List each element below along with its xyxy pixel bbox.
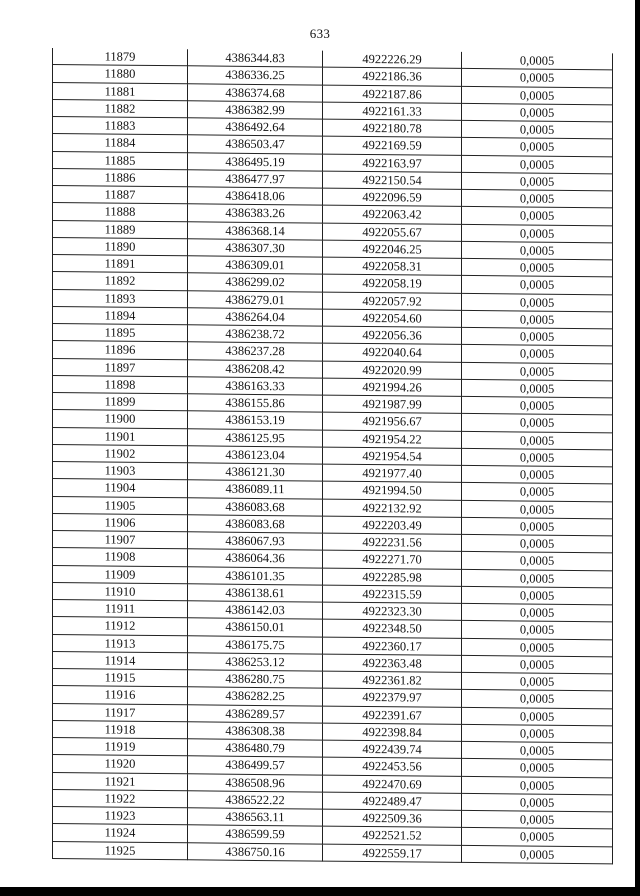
point-number-cell: 11892 — [53, 272, 188, 291]
y-coordinate-cell: 4922163.97 — [323, 154, 462, 173]
accuracy-cell: 0,0005 — [462, 379, 613, 398]
x-coordinate-cell: 4386750.16 — [188, 842, 323, 861]
accuracy-cell: 0,0005 — [462, 103, 613, 122]
point-number-cell: 11906 — [53, 513, 188, 532]
point-number-cell: 11901 — [53, 427, 188, 446]
accuracy-cell: 0,0005 — [462, 741, 613, 760]
accuracy-cell: 0,0005 — [462, 241, 613, 260]
x-coordinate-cell: 4386336.25 — [188, 66, 323, 85]
y-coordinate-cell: 4922046.25 — [323, 240, 462, 259]
y-coordinate-cell: 4922169.59 — [323, 136, 462, 155]
accuracy-cell: 0,0005 — [462, 793, 613, 812]
x-coordinate-cell: 4386418.06 — [188, 187, 323, 206]
point-number-cell: 11889 — [53, 220, 188, 239]
point-number-cell: 11896 — [53, 341, 188, 360]
x-coordinate-cell: 4386282.25 — [188, 687, 323, 706]
x-coordinate-cell: 4386123.04 — [188, 446, 323, 465]
point-number-cell: 11923 — [53, 807, 188, 826]
y-coordinate-cell: 4922315.59 — [323, 585, 462, 604]
accuracy-cell: 0,0005 — [462, 155, 613, 174]
x-coordinate-cell: 4386121.30 — [188, 463, 323, 482]
accuracy-cell: 0,0005 — [462, 345, 613, 364]
y-coordinate-cell: 4922348.50 — [323, 619, 462, 638]
x-coordinate-cell: 4386279.01 — [188, 290, 323, 309]
x-coordinate-cell: 4386125.95 — [188, 428, 323, 447]
x-coordinate-cell: 4386374.68 — [188, 83, 323, 102]
x-coordinate-cell: 4386492.64 — [188, 118, 323, 137]
point-number-cell: 11910 — [53, 582, 188, 601]
point-number-cell: 11879 — [53, 48, 188, 66]
point-number-cell: 11919 — [53, 738, 188, 757]
point-number-cell: 11888 — [53, 203, 188, 222]
point-number-cell: 11900 — [53, 410, 188, 429]
y-coordinate-cell: 4921956.67 — [323, 412, 462, 431]
accuracy-cell: 0,0005 — [462, 638, 613, 657]
x-coordinate-cell: 4386477.97 — [188, 170, 323, 189]
y-coordinate-cell: 4922180.78 — [323, 119, 462, 138]
accuracy-cell: 0,0005 — [462, 258, 613, 277]
x-coordinate-cell: 4386299.02 — [188, 273, 323, 292]
x-coordinate-cell: 4386083.68 — [188, 497, 323, 516]
y-coordinate-cell: 4922054.60 — [323, 309, 462, 328]
point-number-cell: 11907 — [53, 531, 188, 550]
accuracy-cell: 0,0005 — [462, 517, 613, 536]
x-coordinate-cell: 4386503.47 — [188, 135, 323, 154]
accuracy-cell: 0,0005 — [462, 86, 613, 105]
point-number-cell: 11897 — [53, 358, 188, 377]
accuracy-cell: 0,0005 — [462, 293, 613, 312]
y-coordinate-cell: 4922559.17 — [323, 844, 462, 863]
accuracy-cell: 0,0005 — [462, 52, 613, 70]
x-coordinate-cell: 4386308.38 — [188, 722, 323, 741]
y-coordinate-cell: 4922363.48 — [323, 654, 462, 673]
accuracy-cell: 0,0005 — [462, 327, 613, 346]
y-coordinate-cell: 4922055.67 — [323, 223, 462, 242]
x-coordinate-cell: 4386599.59 — [188, 825, 323, 844]
x-coordinate-cell: 4386563.11 — [188, 808, 323, 827]
y-coordinate-cell: 4922203.49 — [323, 516, 462, 535]
point-number-cell: 11925 — [53, 841, 188, 860]
y-coordinate-cell: 4922058.19 — [323, 274, 462, 293]
accuracy-cell: 0,0005 — [462, 603, 613, 622]
y-coordinate-cell: 4922323.30 — [323, 602, 462, 621]
y-coordinate-cell: 4922057.92 — [323, 292, 462, 311]
y-coordinate-cell: 4922096.59 — [323, 188, 462, 207]
x-coordinate-cell: 4386522.22 — [188, 791, 323, 810]
y-coordinate-cell: 4922509.36 — [323, 809, 462, 828]
x-coordinate-cell: 4386309.01 — [188, 256, 323, 275]
point-number-cell: 11916 — [53, 686, 188, 705]
accuracy-cell: 0,0005 — [462, 724, 613, 743]
accuracy-cell: 0,0005 — [462, 690, 613, 709]
x-coordinate-cell: 4386142.03 — [188, 601, 323, 620]
coordinates-table — [52, 48, 613, 864]
y-coordinate-cell: 4922391.67 — [323, 706, 462, 725]
y-coordinate-cell: 4922132.92 — [323, 499, 462, 518]
y-coordinate-cell: 4922360.17 — [323, 637, 462, 656]
y-coordinate-cell: 4921954.54 — [323, 447, 462, 466]
x-coordinate-cell: 4386153.19 — [188, 411, 323, 430]
y-coordinate-cell: 4922379.97 — [323, 688, 462, 707]
accuracy-cell: 0,0005 — [462, 828, 613, 847]
y-coordinate-cell: 4922521.52 — [323, 826, 462, 845]
accuracy-cell: 0,0005 — [462, 655, 613, 674]
accuracy-cell: 0,0005 — [462, 120, 613, 139]
y-coordinate-cell: 4922439.74 — [323, 740, 462, 759]
x-coordinate-cell: 4386264.04 — [188, 308, 323, 327]
accuracy-cell: 0,0005 — [462, 500, 613, 519]
accuracy-cell: 0,0005 — [462, 189, 613, 208]
y-coordinate-cell: 4921977.40 — [323, 464, 462, 483]
x-coordinate-cell: 4386101.35 — [188, 566, 323, 585]
y-coordinate-cell: 4921987.99 — [323, 395, 462, 414]
point-number-cell: 11887 — [53, 186, 188, 205]
point-number-cell: 11909 — [53, 565, 188, 584]
x-coordinate-cell: 4386307.30 — [188, 239, 323, 258]
x-coordinate-cell: 4386238.72 — [188, 325, 323, 344]
accuracy-cell: 0,0005 — [462, 172, 613, 191]
accuracy-cell: 0,0005 — [462, 621, 613, 640]
point-number-cell: 11914 — [53, 651, 188, 670]
y-coordinate-cell: 4922187.86 — [323, 85, 462, 104]
x-coordinate-cell: 4386089.11 — [188, 480, 323, 499]
point-number-cell: 11890 — [53, 237, 188, 256]
accuracy-cell: 0,0005 — [462, 414, 613, 433]
accuracy-cell: 0,0005 — [462, 759, 613, 778]
y-coordinate-cell: 4922056.36 — [323, 326, 462, 345]
x-coordinate-cell: 4386499.57 — [188, 756, 323, 775]
y-coordinate-cell: 4922453.56 — [323, 757, 462, 776]
point-number-cell: 11903 — [53, 462, 188, 481]
scan-edge-right — [635, 0, 640, 896]
y-coordinate-cell: 4922058.31 — [323, 257, 462, 276]
accuracy-cell: 0,0005 — [462, 396, 613, 415]
x-coordinate-cell: 4386208.42 — [188, 359, 323, 378]
point-number-cell: 11904 — [53, 479, 188, 498]
point-number-cell: 11899 — [53, 393, 188, 412]
point-number-cell: 11881 — [53, 82, 188, 101]
point-number-cell: 11882 — [53, 99, 188, 118]
point-number-cell: 11924 — [53, 824, 188, 843]
accuracy-cell: 0,0005 — [462, 138, 613, 157]
x-coordinate-cell: 4386382.99 — [188, 101, 323, 120]
point-number-cell: 11921 — [53, 772, 188, 791]
point-number-cell: 11893 — [53, 289, 188, 308]
x-coordinate-cell: 4386289.57 — [188, 704, 323, 723]
x-coordinate-cell: 4386508.96 — [188, 773, 323, 792]
x-coordinate-cell: 4386368.14 — [188, 221, 323, 240]
y-coordinate-cell: 4922470.69 — [323, 775, 462, 794]
y-coordinate-cell: 4921954.22 — [323, 430, 462, 449]
point-number-cell: 11911 — [53, 600, 188, 619]
x-coordinate-cell: 4386253.12 — [188, 653, 323, 672]
accuracy-cell: 0,0005 — [462, 362, 613, 381]
point-number-cell: 11898 — [53, 375, 188, 394]
accuracy-cell: 0,0005 — [462, 845, 613, 864]
point-number-cell: 11920 — [53, 755, 188, 774]
coordinates-table-body — [53, 48, 613, 864]
point-number-cell: 11918 — [53, 720, 188, 739]
x-coordinate-cell: 4386237.28 — [188, 342, 323, 361]
y-coordinate-cell: 4922231.56 — [323, 533, 462, 552]
point-number-cell: 11886 — [53, 168, 188, 187]
x-coordinate-cell: 4386083.68 — [188, 515, 323, 534]
accuracy-cell: 0,0005 — [462, 672, 613, 691]
y-coordinate-cell: 4922040.64 — [323, 343, 462, 362]
y-coordinate-cell: 4922186.36 — [323, 67, 462, 86]
x-coordinate-cell: 4386175.75 — [188, 635, 323, 654]
y-coordinate-cell: 4922063.42 — [323, 205, 462, 224]
x-coordinate-cell: 4386163.33 — [188, 377, 323, 396]
y-coordinate-cell: 4922361.82 — [323, 671, 462, 690]
accuracy-cell: 0,0005 — [462, 776, 613, 795]
point-number-cell: 11922 — [53, 789, 188, 808]
x-coordinate-cell: 4386067.93 — [188, 532, 323, 551]
point-number-cell: 11902 — [53, 444, 188, 463]
point-number-cell: 11883 — [53, 117, 188, 136]
accuracy-cell: 0,0005 — [462, 810, 613, 829]
accuracy-cell: 0,0005 — [462, 207, 613, 226]
x-coordinate-cell: 4386064.36 — [188, 549, 323, 568]
point-number-cell: 11912 — [53, 617, 188, 636]
accuracy-cell: 0,0005 — [462, 707, 613, 726]
accuracy-cell: 0,0005 — [462, 310, 613, 329]
x-coordinate-cell: 4386495.19 — [188, 152, 323, 171]
y-coordinate-cell: 4922285.98 — [323, 568, 462, 587]
accuracy-cell: 0,0005 — [462, 448, 613, 467]
accuracy-cell: 0,0005 — [462, 534, 613, 553]
point-number-cell: 11894 — [53, 306, 188, 325]
point-number-cell: 11917 — [53, 703, 188, 722]
page-number: 633 — [309, 26, 331, 41]
y-coordinate-cell: 4922020.99 — [323, 361, 462, 380]
accuracy-cell: 0,0005 — [462, 431, 613, 450]
accuracy-cell: 0,0005 — [462, 224, 613, 243]
y-coordinate-cell: 4922489.47 — [323, 792, 462, 811]
point-number-cell: 11895 — [53, 324, 188, 343]
y-coordinate-cell: 4922226.29 — [323, 51, 462, 69]
accuracy-cell: 0,0005 — [462, 276, 613, 295]
x-coordinate-cell: 4386344.83 — [188, 49, 323, 67]
point-number-cell: 11885 — [53, 151, 188, 170]
point-number-cell: 11880 — [53, 65, 188, 84]
accuracy-cell: 0,0005 — [462, 465, 613, 484]
y-coordinate-cell: 4921994.50 — [323, 481, 462, 500]
y-coordinate-cell: 4922161.33 — [323, 102, 462, 121]
y-coordinate-cell: 4922398.84 — [323, 723, 462, 742]
x-coordinate-cell: 4386383.26 — [188, 204, 323, 223]
coordinates-table-wrapper — [52, 48, 608, 865]
accuracy-cell: 0,0005 — [462, 586, 613, 605]
accuracy-cell: 0,0005 — [462, 552, 613, 571]
point-number-cell: 11884 — [53, 134, 188, 153]
accuracy-cell: 0,0005 — [462, 569, 613, 588]
scan-edge-bottom — [0, 887, 640, 896]
x-coordinate-cell: 4386150.01 — [188, 618, 323, 637]
x-coordinate-cell: 4386280.75 — [188, 670, 323, 689]
x-coordinate-cell: 4386480.79 — [188, 739, 323, 758]
y-coordinate-cell: 4922150.54 — [323, 171, 462, 190]
point-number-cell: 11891 — [53, 255, 188, 274]
accuracy-cell: 0,0005 — [462, 483, 613, 502]
x-coordinate-cell: 4386138.61 — [188, 584, 323, 603]
point-number-cell: 11913 — [53, 634, 188, 653]
point-number-cell: 11905 — [53, 496, 188, 515]
accuracy-cell: 0,0005 — [462, 69, 613, 88]
y-coordinate-cell: 4921994.26 — [323, 378, 462, 397]
y-coordinate-cell: 4922271.70 — [323, 550, 462, 569]
point-number-cell: 11908 — [53, 548, 188, 567]
x-coordinate-cell: 4386155.86 — [188, 394, 323, 413]
point-number-cell: 11915 — [53, 669, 188, 688]
